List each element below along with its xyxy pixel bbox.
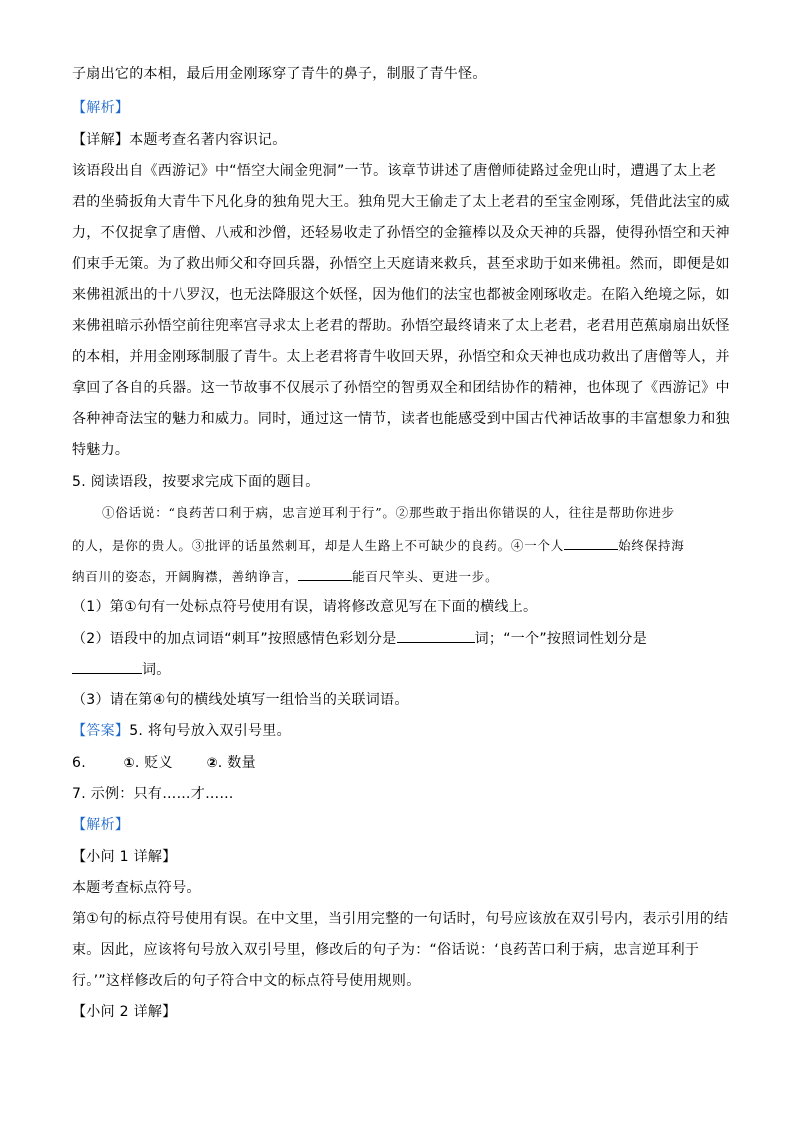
answer-5: 5. 将句号放入双引号里。 — [129, 723, 291, 739]
passage-text: 的人，是你的贵人。③批评的话虽然刺耳，却是人生路上不可缺少的良药。④一个人 — [72, 538, 565, 553]
passage-line: ①俗话说：“良药苦口利于病，忠言逆耳利于行”。②那些敢于指出你错误的人，往往是帮助你进步 — [102, 505, 675, 520]
text-line: 力，不仅捉拿了唐僧、八戒和沙僧，还轻易收走了孙悟空的金箍棒以及众天神的兵器，使得孙悟空和天神 — [72, 225, 730, 241]
text-line: 各种神奇法宝的魅力和威力。同时，通过这一情节，读者也能感受到中国古代神话故事的丰富想象力和独 — [72, 411, 730, 427]
passage-text: 能百尺竿头、更进一步。 — [352, 569, 499, 584]
answer-6 — [72, 753, 256, 774]
question-1: （1）第①句有一处标点符号使用有误，请将修改意见写在下面的横线上。 — [72, 599, 538, 615]
text-line: 的本相，并用金刚琢制服了青牛。太上老君将青牛收回天界，孙悟空和众天神也成功救出了唐僧等人，并 — [72, 349, 730, 365]
analysis-tag: 【解析】 — [72, 817, 130, 833]
circled-number: ① — [123, 756, 135, 771]
circled-number: ② — [206, 756, 218, 771]
question-text: （2）语段中的加点词语“刺耳”按照感情色彩划分是 — [72, 631, 397, 647]
analysis-tag: 【解析】 — [72, 100, 130, 116]
text-line: 拿回了各自的兵器。这一节故事不仅展示了孙悟空的智勇双全和团结协作的精神，也体现了《西游记》中 — [72, 380, 730, 396]
analysis-line: 本题考查标点符号。 — [72, 880, 201, 896]
question-2-cont — [72, 659, 171, 680]
sub-question-heading: 【小问 1 详解】 — [72, 849, 177, 865]
question-text: 词；“一个”按照词性划分是 — [474, 631, 648, 647]
passage-text: 纳百川的姿态，开阔胸襟，善纳诤言， — [72, 569, 299, 584]
question-2 — [72, 628, 647, 649]
sub-question-heading: 【小问 2 详解】 — [72, 1004, 177, 1020]
text-line: 君的坐骑扳角大青牛下凡化身的独角兕大王。独角兕大王偷走了太上老君的至宝金刚琢，凭借此法宝的威 — [72, 194, 730, 210]
answer-value: . 数量 — [217, 755, 256, 771]
answer-number: 6. — [72, 755, 86, 771]
answer-blank — [397, 628, 475, 643]
passage-line — [72, 535, 685, 556]
question-3: （3）请在第④句的横线处填写一组恰当的关联词语。 — [72, 692, 409, 708]
question-text: 词。 — [142, 662, 171, 678]
question-heading: 5. 阅读语段，按要求完成下面的题目。 — [72, 474, 320, 490]
passage-text: 始终保持海 — [618, 538, 685, 553]
answer-tag: 【答案】 — [72, 723, 130, 739]
analysis-line: 第①句的标点符号使用有误。在中文里，当引用完整的一句话时，句号应该放在双引号内，表示引用的结 — [72, 911, 729, 927]
text-line: 特魅力。 — [72, 442, 130, 458]
answer-value: . 贬义 — [134, 755, 173, 771]
detail-text: 【详解】本题考查名著内容识记。 — [72, 132, 287, 148]
text-line: 子扇出它的本相，最后用金刚琢穿了青牛的鼻子，制服了青牛怪。 — [72, 66, 487, 82]
detail-line — [72, 130, 287, 150]
answer-line — [72, 721, 291, 741]
text-line: 来佛祖派出的十八罗汉，也无法降服这个妖怪，因为他们的法宝也都被金刚琢收走。在陷入绝境之际，如 — [72, 287, 730, 303]
text-line: 该语段出自《西游记》中“悟空大闹金兜洞”一节。该章节讲述了唐僧师徒路过金兜山时，遭遇了太上老 — [72, 163, 717, 179]
text-line: 们束手无策。为了救出师父和夺回兵器，孙悟空上天庭请来救兵，甚至求助于如来佛祖。然而，即便是如 — [72, 256, 730, 272]
answer-blank — [564, 535, 618, 550]
answer-blank — [298, 566, 352, 581]
answer-7: 7. 示例：只有……才…… — [72, 786, 234, 802]
text-line: 来佛祖暗示孙悟空前往兜率宫寻求太上老君的帮助。孙悟空最终请来了太上老君，老君用芭蕉扇扇出妖怪 — [72, 318, 730, 334]
analysis-line: 行。’”这样修改后的句子符合中文的标点符号使用规则。 — [72, 973, 421, 989]
analysis-line: 束。因此，应该将句号放入双引号里，修改后的句子为：“俗话说：‘良药苦口利于病，忠言逆耳利于 — [72, 942, 700, 958]
passage-line — [72, 566, 498, 587]
answer-blank — [72, 659, 142, 674]
